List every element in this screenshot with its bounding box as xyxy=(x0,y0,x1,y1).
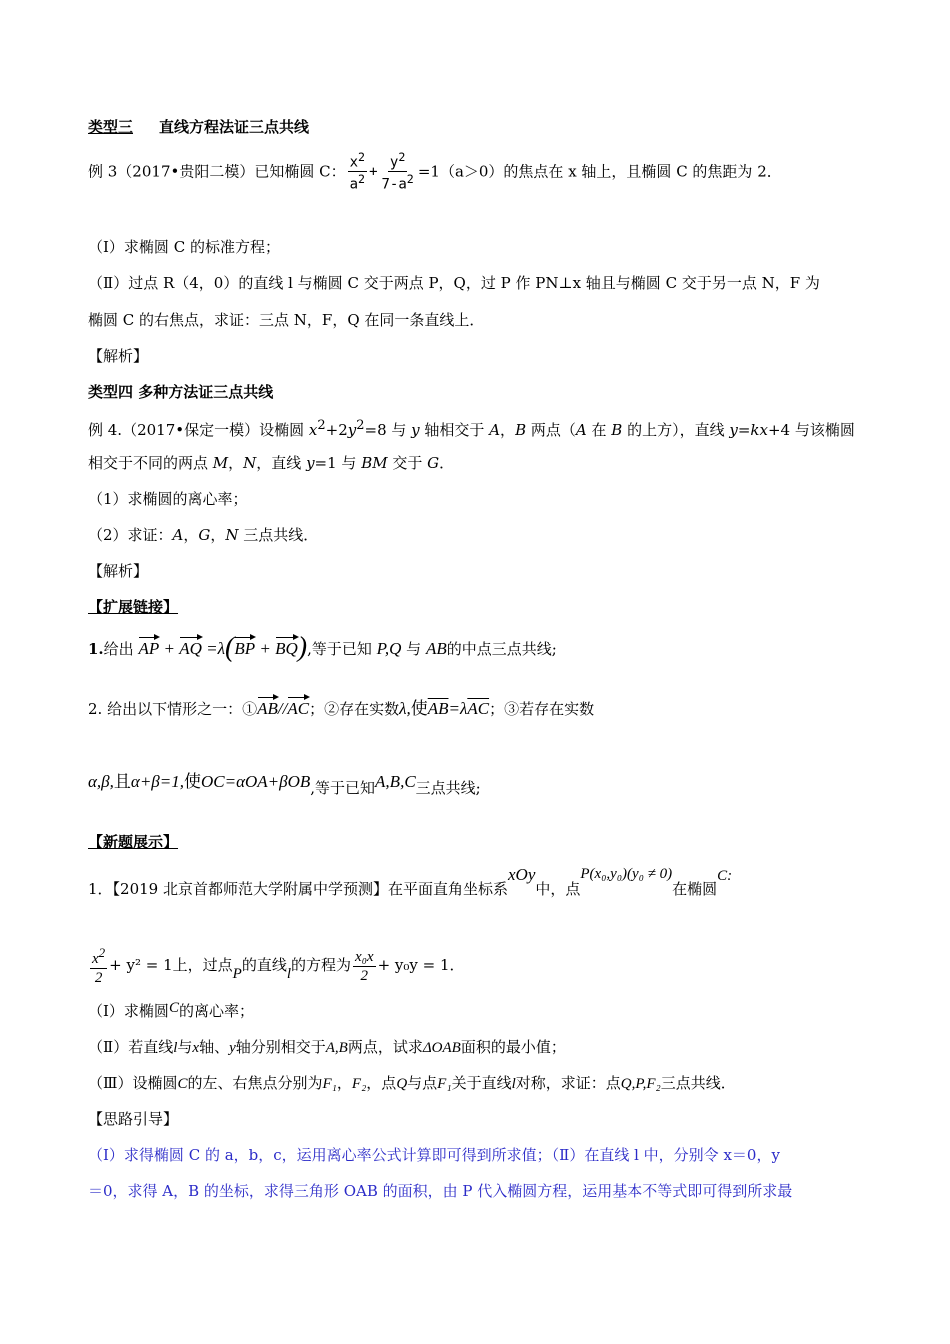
section3-title: 直线方程法证三点共线 xyxy=(159,118,310,136)
ex3-q2-line2: 椭圆 C 的右焦点，求证：三点 N，F，Q 在同一条直线上． xyxy=(88,311,485,329)
section4-heading: 类型四 多种方法证三点共线 xyxy=(88,383,274,401)
section3-label: 类型三 xyxy=(88,118,134,136)
newq-line1: 1．【2019 北京首都师范大学附属中学预测】在平面直角坐标系xOy中，点P(x₀,y₀)(y₀ ≠ 0)在椭圆C: xyxy=(88,865,733,898)
newq-q1: （Ⅰ）求椭圆C的离心率； xyxy=(88,1000,254,1020)
ex3-q1: （Ⅰ）求椭圆 C 的标准方程； xyxy=(88,238,280,256)
section3-heading xyxy=(88,120,309,135)
newq-line2: $\frac{x^2}{2}$ + y² = 1上，过点P的直线l的方程为 $\frac{\text{x₀x}}{2}$ + y₀y = 1． xyxy=(92,945,465,986)
ex4-q2: （2）求证：A，G，N 三点共线． xyxy=(88,526,319,544)
extension-item2b: α,β,且α+β=1,使OC=αOA+βOB,等于已知A,B,C三点共线; xyxy=(88,772,481,797)
newq-guide-line2: ＝0，求得 A，B 的坐标，求得三角形 OAB 的面积，由 P 代入椭圆方程，运用基本不等式即可得到所求最 xyxy=(88,1182,793,1200)
newq-frac2: $\frac{\text{x₀x}}{2}$ xyxy=(355,948,374,984)
extension-item1: 1.给出 AP + AQ =λ(BP + BQ),等于已知 P,Q 与 AB的中点三点共线; xyxy=(88,632,557,663)
ex4-line2: 相交于不同的两点 M，N，直线 y=1 与 BM 交于 G． xyxy=(88,454,455,472)
ex3-suffix: =1（a＞0）的焦点在 x 轴上，且椭圆 C 的焦距为 2． xyxy=(417,162,782,181)
newq-q2: （Ⅱ）若直线l与x轴、y轴分别相交于A,B两点，试求ΔOAB面积的最小值； xyxy=(88,1038,566,1056)
extension-title: 【扩展链接】 xyxy=(88,598,179,616)
newq-guide: 【思路引导】 xyxy=(88,1110,179,1128)
newq-frac1: $\frac{x^2}{2}$ xyxy=(92,945,106,986)
ex3-formula-frac1: $\frac{x^2}{a^2}$ xyxy=(349,150,366,194)
ex4-analysis: 【解析】 xyxy=(88,562,149,580)
extension-item2: 2. 给出以下情形之一：①AB//AC；②存在实数λ,使$\overline{AB}=\lambda\overline{AC}$；③若存在实数 xyxy=(88,699,595,719)
ex4-line1: 例 4.（2017•保定一模）设椭圆 $x^2+2y^2=8$ 与 y 轴相交于 A，B 两点（A 在 B 的上方），直线 y=kx+4 与该椭圆 xyxy=(88,418,855,439)
ex3-prefix: 例 3（2017•贵阳二模）已知椭圆 C： xyxy=(88,162,346,181)
ex3-analysis: 【解析】 xyxy=(88,347,149,365)
ex3-statement: 例 3（2017•贵阳二模）已知椭圆 C： $\frac{x^2}{a^2}$ + $\frac{y^2}{7-a^2}$ =1（a＞0）的焦点在 x 轴上，且椭圆 C 的焦距为 2． xyxy=(88,150,782,194)
newq-guide-line1: （Ⅰ）求得椭圆 C 的 a，b，c，运用离心率公式计算即可得到所求值；（Ⅱ）在直线 l 中，分别令 x＝0，y xyxy=(88,1146,780,1164)
ex3-q2-line1: （Ⅱ）过点 R（4，0）的直线 l 与椭圆 C 交于两点 P，Q，过 P 作 PN⊥x 轴且与椭圆 C 交于另一点 N，F 为 xyxy=(88,274,820,292)
ex4-q1: （1）求椭圆的离心率； xyxy=(88,490,248,508)
newq-title: 【新题展示】 xyxy=(88,833,179,851)
ex3-formula-frac2: $\frac{y^2}{7-a^2}$ xyxy=(381,150,414,194)
newq-q3: （Ⅲ）设椭圆C的左、右焦点分别为F₁，F₂，点Q与点F₁关于直线l对称，求证：点Q,P,F₂三点共线． xyxy=(88,1074,736,1092)
